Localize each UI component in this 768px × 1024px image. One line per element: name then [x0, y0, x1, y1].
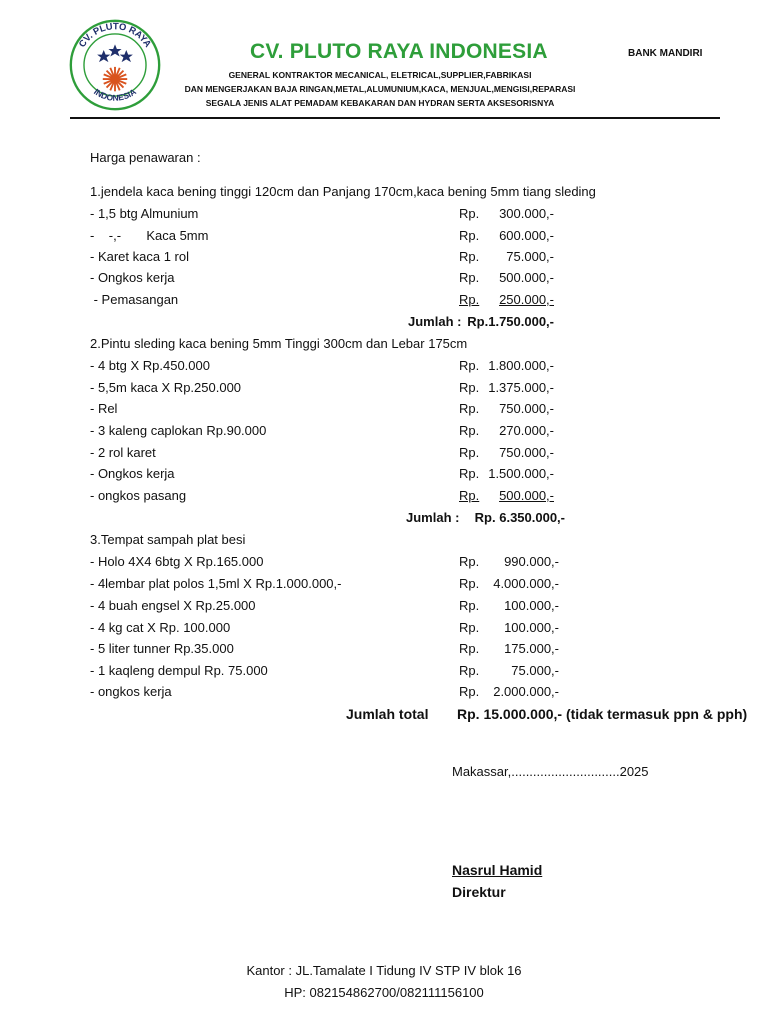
item-label: - 1 kaqleng dempul Rp. 75.000 — [90, 663, 268, 678]
header-line-1: GENERAL KONTRAKTOR MECANICAL, ELETRICAL,SUPPLIER,FABRIKASI — [228, 70, 532, 80]
item-label: - 1,5 btg Almunium — [90, 206, 199, 221]
item-rp: Rp. — [459, 641, 480, 656]
logo-top-text: CV. PLUTO RAYA — [76, 20, 154, 49]
section-title: 2.Pintu sleding kaca bening 5mm Tinggi 300cm dan Lebar 175cm — [90, 336, 468, 351]
item-rp: Rp. — [459, 488, 480, 503]
item-amount: 270.000,- — [499, 423, 554, 438]
item-label: - ongkos kerja — [90, 684, 172, 699]
item-label: - 4 buah engsel X Rp.25.000 — [90, 598, 256, 613]
item-amount: 990.000,- — [504, 554, 559, 569]
header-line-2: DAN MENGERJAKAN BAJA RINGAN,METAL,ALUMUNIUM,KACA, MENJUAL,MENGISI,REPARASI — [184, 84, 576, 94]
subtotal-label: Jumlah : — [406, 510, 460, 525]
company-seal-logo-icon — [68, 18, 162, 112]
item-amount: 600.000,- — [499, 228, 554, 243]
item-rp: Rp. — [459, 576, 480, 591]
item-label: - Ongkos kerja — [90, 270, 175, 285]
item-rp: Rp. — [459, 228, 480, 243]
item-amount: 750.000,- — [499, 401, 554, 416]
logo-bottom-text: INDONESIA — [92, 86, 138, 103]
item-label: - Rel — [90, 401, 118, 416]
item-label: - 4lembar plat polos 1,5ml X Rp.1.000.000,- — [90, 576, 342, 591]
item-rp: Rp. — [459, 684, 480, 699]
item-label: - ongkos pasang — [90, 488, 187, 503]
section-title: 1.jendela kaca bening tinggi 120cm dan Panjang 170cm,kaca bening 5mm tiang sleding — [90, 184, 596, 199]
item-amount: 75.000,- — [511, 663, 559, 678]
grand-total-value: Rp. 15.000.000,- (tidak termasuk ppn & pph) — [457, 706, 748, 722]
item-amount: 75.000,- — [506, 249, 554, 264]
item-label: - Holo 4X4 6btg X Rp.165.000 — [90, 554, 264, 569]
item-label: - Pemasangan — [90, 292, 179, 307]
footer-phone: HP: 082154862700/082111156100 — [284, 985, 484, 1000]
item-amount: 175.000,- — [504, 641, 559, 656]
item-label: - -,- Kaca 5mm — [90, 228, 209, 243]
item-amount: 4.000.000,- — [493, 576, 559, 591]
item-rp: Rp. — [459, 466, 480, 481]
subtotal-label: Jumlah : — [408, 314, 462, 329]
subtotal-value: Rp. 6.350.000,- — [474, 510, 565, 525]
item-rp: Rp. — [459, 620, 480, 635]
item-amount: 100.000,- — [504, 620, 559, 635]
item-label: - Ongkos kerja — [90, 466, 175, 481]
item-label: - 5 liter tunner Rp.35.000 — [90, 641, 234, 656]
item-amount: 300.000,- — [499, 206, 554, 221]
header-divider — [70, 117, 720, 119]
item-rp: Rp. — [459, 401, 480, 416]
item-rp: Rp. — [459, 445, 480, 460]
item-amount: 500.000,- — [499, 270, 554, 285]
item-label: - 4 kg cat X Rp. 100.000 — [90, 620, 231, 635]
item-rp: Rp. — [459, 358, 480, 373]
subtotal-value: Rp.1.750.000,- — [467, 314, 554, 329]
item-label: - 5,5m kaca X Rp.250.000 — [90, 380, 242, 395]
item-amount: 2.000.000,- — [493, 684, 559, 699]
item-rp: Rp. — [459, 423, 480, 438]
bank-name: BANK MANDIRI — [628, 48, 703, 59]
item-rp: Rp. — [459, 292, 480, 307]
item-rp: Rp. — [459, 554, 480, 569]
item-label: - 2 rol karet — [90, 445, 156, 460]
item-amount: 1.375.000,- — [488, 380, 554, 395]
item-label: - Karet kaca 1 rol — [90, 249, 189, 264]
intro-text: Harga penawaran : — [90, 150, 201, 165]
item-amount: 100.000,- — [504, 598, 559, 613]
grand-total-label: Jumlah total — [346, 706, 429, 722]
item-amount: 250.000,- — [499, 292, 554, 307]
item-rp: Rp. — [459, 249, 480, 264]
section-title: 3.Tempat sampah plat besi — [90, 532, 246, 547]
item-rp: Rp. — [459, 206, 480, 221]
header-line-3: SEGALA JENIS ALAT PEMADAM KEBAKARAN DAN HYDRAN SERTA AKSESORISNYA — [205, 98, 555, 108]
item-rp: Rp. — [459, 270, 480, 285]
item-amount: 500.000,- — [499, 488, 554, 503]
item-label: - 4 btg X Rp.450.000 — [90, 358, 210, 373]
item-rp: Rp. — [459, 598, 480, 613]
footer-address: Kantor : JL.Tamalate I Tidung IV STP IV blok 16 — [246, 963, 522, 978]
item-label: - 3 kaleng caplokan Rp.90.000 — [90, 423, 267, 438]
item-amount: 750.000,- — [499, 445, 554, 460]
place-date: Makassar,..............................2025 — [452, 764, 649, 779]
item-rp: Rp. — [459, 380, 480, 395]
item-amount: 1.800.000,- — [488, 358, 554, 373]
signatory-name: Nasrul Hamid — [452, 862, 543, 878]
company-name: CV. PLUTO RAYA INDONESIA — [250, 40, 548, 63]
item-rp: Rp. — [459, 663, 480, 678]
signatory-title: Direktur — [452, 884, 506, 900]
item-amount: 1.500.000,- — [488, 466, 554, 481]
